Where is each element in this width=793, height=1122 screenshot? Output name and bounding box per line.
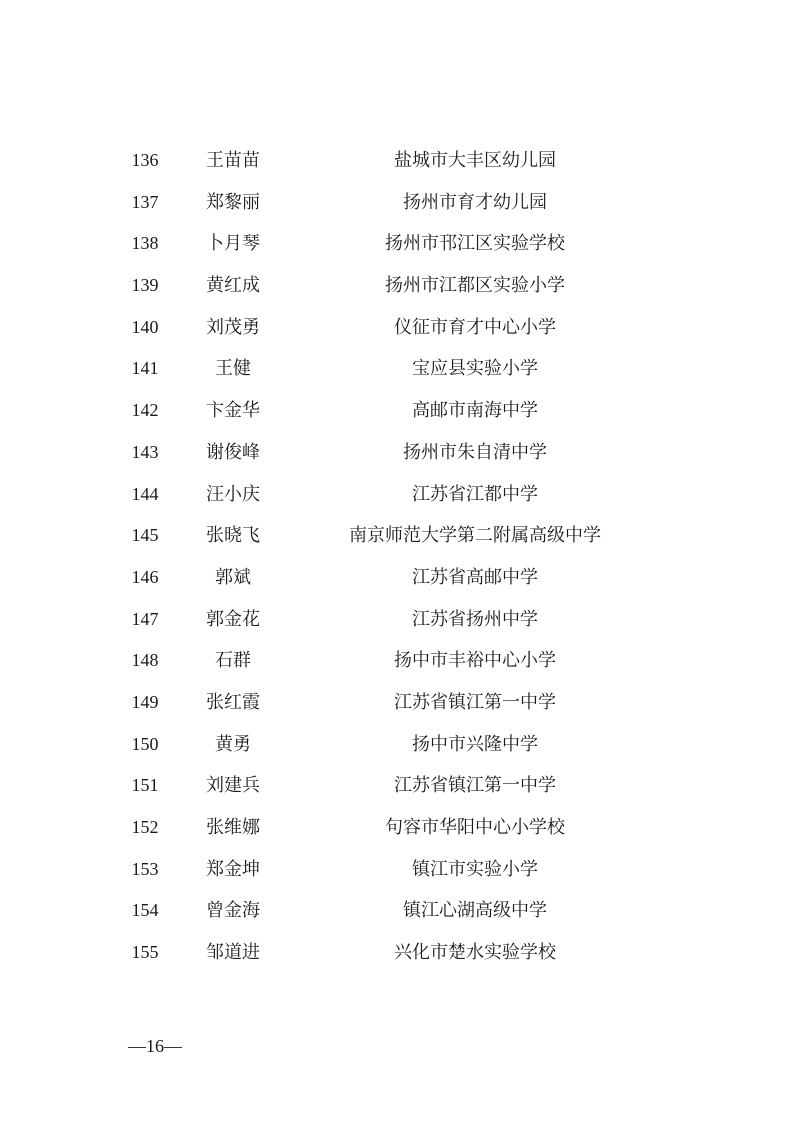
school-name: 句容市华阳中心小学校 <box>385 817 565 838</box>
list-row <box>0 265 793 307</box>
list-row <box>0 640 793 682</box>
list-row <box>0 932 793 974</box>
person-name: 张红霞 <box>206 691 260 713</box>
row-number: 144 <box>131 483 159 504</box>
row-number: 136 <box>131 150 159 170</box>
list-row <box>0 765 793 807</box>
list-row <box>0 140 793 182</box>
school-name: 扬州市江都区实验小学 <box>385 275 565 297</box>
row-number: 141 <box>131 358 159 379</box>
list-row <box>0 599 793 641</box>
list-row <box>0 390 793 432</box>
school-name: 扬州市邗江区实验学校 <box>385 233 565 255</box>
row-number: 152 <box>131 817 159 837</box>
person-name: 郑金坤 <box>206 858 260 880</box>
school-name: 宝应县实验小学 <box>412 358 538 380</box>
row-number: 140 <box>131 316 159 337</box>
list-row <box>0 432 793 474</box>
row-number: 149 <box>131 691 159 712</box>
person-name: 王苗苗 <box>206 150 260 171</box>
row-number: 147 <box>131 608 159 629</box>
row-number: 138 <box>131 233 159 254</box>
row-number: 148 <box>131 650 159 671</box>
row-number: 142 <box>131 400 159 421</box>
school-name: 扬中市兴隆中学 <box>412 733 538 755</box>
row-number: 137 <box>131 191 159 212</box>
person-name: 张晓飞 <box>206 525 260 547</box>
school-name: 江苏省高邮中学 <box>412 566 538 588</box>
school-name: 江苏省镇江第一中学 <box>394 691 556 713</box>
person-name: 王健 <box>215 358 251 380</box>
person-name: 郭金花 <box>206 608 260 630</box>
person-name: 郭斌 <box>215 566 251 588</box>
school-name: 江苏省扬州中学 <box>412 608 538 630</box>
school-name: 仪征市育才中心小学 <box>394 316 556 338</box>
school-name: 扬中市丰裕中心小学 <box>394 650 556 672</box>
row-number: 151 <box>131 775 159 796</box>
person-name: 谢俊峰 <box>206 441 260 463</box>
list-row <box>0 890 793 932</box>
list-row <box>0 724 793 766</box>
person-name: 石群 <box>215 650 251 672</box>
row-number: 139 <box>131 275 159 296</box>
list-row <box>0 515 793 557</box>
person-name: 卜月琴 <box>206 233 260 255</box>
school-name: 扬州市育才幼儿园 <box>403 191 547 213</box>
list-row <box>0 307 793 349</box>
list-row <box>0 807 793 849</box>
person-name: 郑黎丽 <box>206 191 260 213</box>
school-name: 镇江市实验小学 <box>412 858 538 880</box>
person-name: 黄勇 <box>215 733 251 755</box>
row-number: 154 <box>131 900 159 921</box>
person-name: 张维娜 <box>206 817 260 838</box>
person-name: 刘建兵 <box>206 775 260 797</box>
page-number: —16— <box>128 1036 182 1056</box>
person-name: 刘茂勇 <box>206 316 260 338</box>
school-name: 扬州市朱自清中学 <box>403 441 547 463</box>
person-name: 汪小庆 <box>206 483 260 505</box>
school-name: 南京师范大学第二附属高级中学 <box>349 525 601 547</box>
school-name: 高邮市南海中学 <box>412 400 538 422</box>
list-row <box>0 474 793 516</box>
person-name: 黄红成 <box>206 275 260 297</box>
school-name: 兴化市楚水实验学校 <box>394 942 556 964</box>
list-row <box>0 348 793 390</box>
row-number: 145 <box>131 525 159 546</box>
list-row <box>0 682 793 724</box>
list-row <box>0 223 793 265</box>
row-number: 143 <box>131 441 159 462</box>
person-name: 卞金华 <box>206 400 260 422</box>
list-row <box>0 557 793 599</box>
school-name: 盐城市大丰区幼儿园 <box>394 150 556 171</box>
list-row <box>0 182 793 224</box>
row-number: 146 <box>131 566 159 587</box>
person-name: 曾金海 <box>206 900 260 922</box>
person-name: 邹道进 <box>206 942 260 964</box>
school-name: 镇江心湖高级中学 <box>403 900 547 922</box>
list-row <box>0 849 793 891</box>
school-name: 江苏省江都中学 <box>412 483 538 505</box>
row-number: 155 <box>131 942 159 963</box>
school-name: 江苏省镇江第一中学 <box>394 775 556 797</box>
row-number: 153 <box>131 858 159 879</box>
row-number: 150 <box>131 733 159 754</box>
award-list <box>0 140 793 974</box>
